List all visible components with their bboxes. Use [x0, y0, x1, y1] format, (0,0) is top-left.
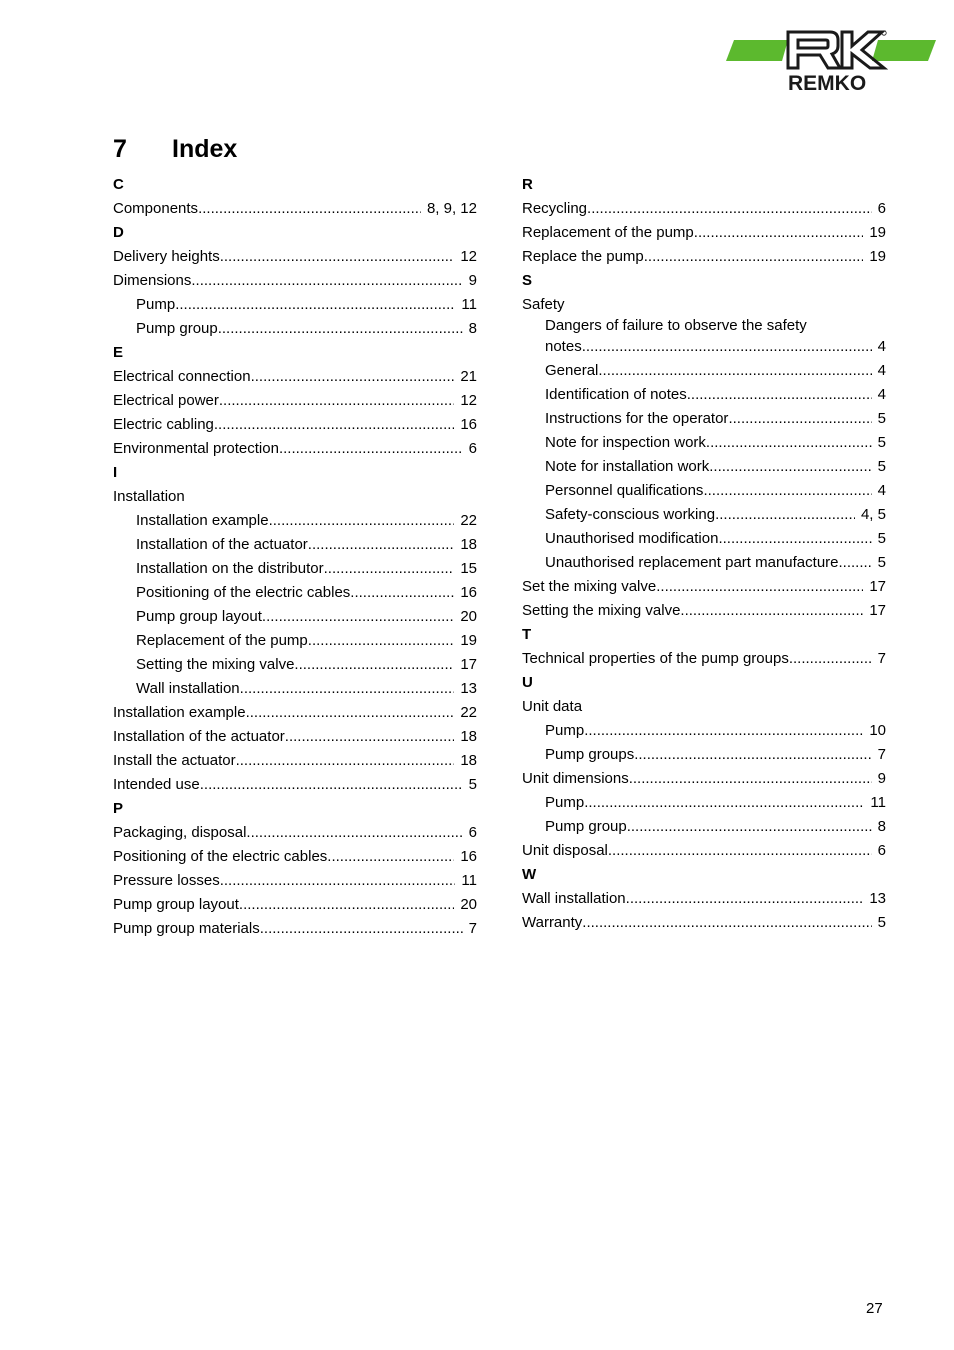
index-entry[interactable]: Setting the mixing valve ..... 17 [522, 599, 886, 623]
index-entry[interactable]: Technical properties of the pump groups ..... 7 [522, 647, 886, 671]
index-subentry[interactable]: Installation of the actuator ..... 18 [113, 533, 477, 557]
index-entry[interactable]: Unit disposal ..... 6 [522, 839, 886, 863]
index-subentry[interactable]: Unauthorised modification ..... 5 [522, 527, 886, 551]
index-entry[interactable]: Installation example ..... 22 [113, 701, 477, 725]
index-subentry[interactable]: Pump ..... 10 [522, 719, 886, 743]
index-entry[interactable]: Replacement of the pump ..... 19 [522, 221, 886, 245]
index-entry[interactable]: Warranty ..... 5 [522, 911, 886, 935]
index-letter-t: T [522, 626, 532, 643]
index-letter-e: E [113, 344, 124, 361]
index-entry[interactable]: Pressure losses ..... 11 [113, 869, 477, 893]
page-title [113, 133, 237, 165]
remko-logo [726, 28, 938, 94]
index-entry[interactable]: Pump group layout ..... 20 [113, 893, 477, 917]
index-entry[interactable]: Unit dimensions ..... 9 [522, 767, 886, 791]
index-letter-p: P [113, 800, 124, 817]
index-subentry[interactable]: Pump group layout ..... 20 [113, 605, 477, 629]
index-subentry[interactable]: Pump ..... 11 [522, 791, 886, 815]
index-entry[interactable]: Dimensions ..... 9 [113, 269, 477, 293]
index-entry[interactable]: Set the mixing valve ..... 17 [522, 575, 886, 599]
index-entry[interactable]: Intended use ..... 5 [113, 773, 477, 797]
index-subentry[interactable]: Note for inspection work ..... 5 [522, 431, 886, 455]
index-entry[interactable]: Electric cabling ..... 16 [113, 413, 477, 437]
index-entry[interactable]: Installation of the actuator ..... 18 [113, 725, 477, 749]
index-subentry-line: Dangers of failure to observe the safety [545, 317, 807, 334]
index-subentry[interactable]: Installation example ..... 22 [113, 509, 477, 533]
index-subentry[interactable]: Identification of notes ..... 4 [522, 383, 886, 407]
index-letter-i: I [113, 464, 118, 481]
index-subentry[interactable]: Pump groups ..... 7 [522, 743, 886, 767]
index-subentry[interactable]: Pump group ..... 8 [113, 317, 477, 341]
index-subentry[interactable]: Note for installation work ..... 5 [522, 455, 886, 479]
index-subentry[interactable]: Safety-conscious working ..... 4, 5 [522, 503, 886, 527]
section-title: Index [172, 135, 238, 163]
logo-rk-mark [788, 32, 840, 68]
index-letter-u: U [522, 674, 533, 691]
index-letter-s: S [522, 272, 533, 289]
index-subentry[interactable]: Setting the mixing valve ..... 17 [113, 653, 477, 677]
section-number: 7 [113, 135, 127, 163]
index-subentry[interactable]: Installation on the distributor ..... 15 [113, 557, 477, 581]
index-letter-r: R [522, 176, 533, 193]
index-entry[interactable]: Replace the pump ..... 19 [522, 245, 886, 269]
index-subentry[interactable]: Positioning of the electric cables ..... 16 [113, 581, 477, 605]
index-group-heading: Safety [522, 296, 565, 313]
index-subentry[interactable]: Instructions for the operator ..... 5 [522, 407, 886, 431]
index-subentry[interactable]: Wall installation ..... 13 [113, 677, 477, 701]
index-entry[interactable]: Pump group materials ..... 7 [113, 917, 477, 941]
page-number: 27 [866, 1300, 883, 1317]
index-entry[interactable]: Recycling ..... 6 [522, 197, 886, 221]
index-subentry[interactable]: Unauthorised replacement part manufacture ..... 5 [522, 551, 886, 575]
index-subentry[interactable]: Pump group ..... 8 [522, 815, 886, 839]
index-entry[interactable]: Wall installation ..... 13 [522, 887, 886, 911]
index-entry[interactable]: Positioning of the electric cables ..... 16 [113, 845, 477, 869]
index-subentry[interactable]: General ..... 4 [522, 359, 886, 383]
index-subentry[interactable]: notes ..... 4 [522, 335, 886, 359]
logo-left-stripe [726, 40, 788, 61]
index-group-heading: Installation [113, 488, 185, 505]
index-entry[interactable]: Electrical power ..... 12 [113, 389, 477, 413]
index-letter-c: C [113, 176, 124, 193]
logo-right-stripe [872, 40, 936, 61]
index-entry[interactable]: Install the actuator ..... 18 [113, 749, 477, 773]
index-column-right [522, 173, 886, 935]
index-letter-w: W [522, 866, 537, 883]
index-column-left [113, 173, 477, 941]
index-subentry[interactable]: Personnel qualifications ..... 4 [522, 479, 886, 503]
index-letter-d: D [113, 224, 124, 241]
index-entry[interactable]: Packaging, disposal ..... 6 [113, 821, 477, 845]
index-entry[interactable]: Components ..... 8, 9, 12 [113, 197, 477, 221]
index-group-heading: Unit data [522, 698, 583, 715]
index-subentry[interactable]: Replacement of the pump ..... 19 [113, 629, 477, 653]
index-entry[interactable]: Electrical connection ..... 21 [113, 365, 477, 389]
index-entry[interactable]: Delivery heights ..... 12 [113, 245, 477, 269]
index-subentry[interactable]: Pump ..... 11 [113, 293, 477, 317]
index-entry[interactable]: Environmental protection ..... 6 [113, 437, 477, 461]
logo-wordmark: REMKO [788, 72, 867, 94]
